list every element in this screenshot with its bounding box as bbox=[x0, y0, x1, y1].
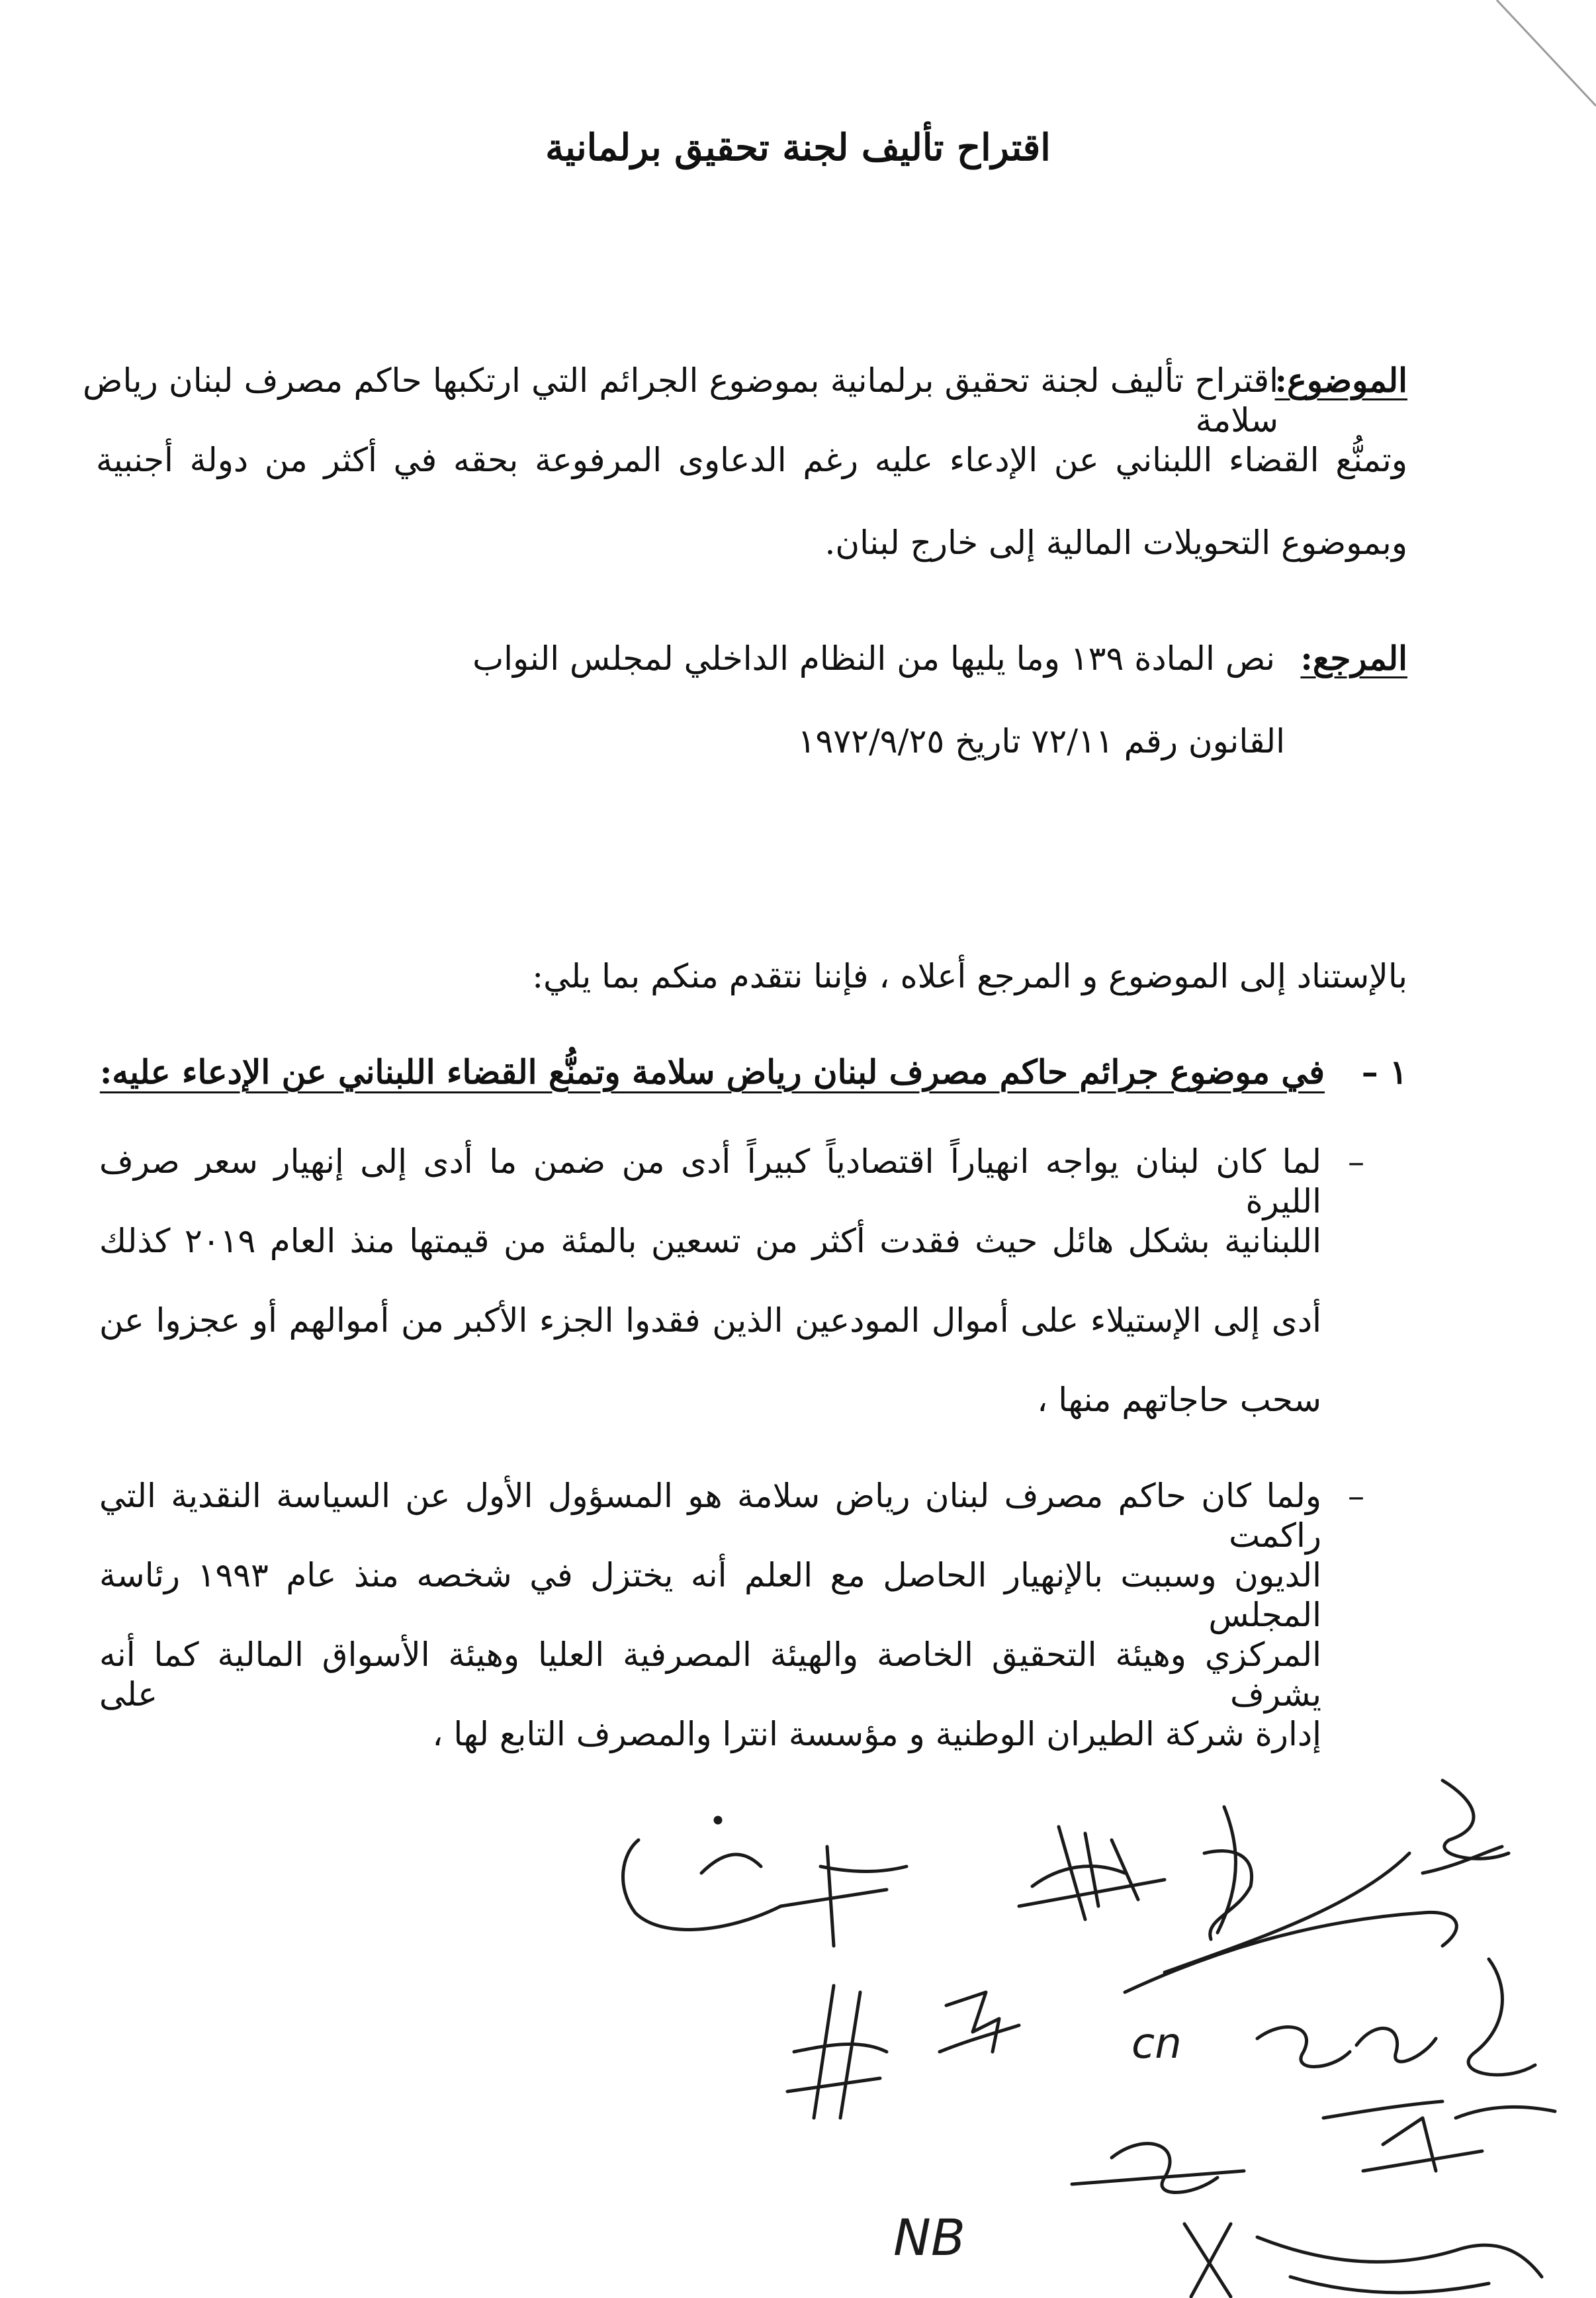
subject-line-3: وبموضوع التحويلات المالية إلى خارج لبنان. bbox=[824, 524, 1407, 562]
bullet2-line-3: المركزي وهيئة التحقيق الخاصة والهيئة المصرفية العليا وهيئة الأسواق المالية كما أنه يشرف على bbox=[99, 1635, 1321, 1714]
signature-9 bbox=[1072, 2144, 1244, 2193]
document-title: اقتراح تأليف لجنة تحقيق برلمانية bbox=[545, 126, 1051, 169]
signature-initials-nb: NB bbox=[893, 2208, 965, 2267]
signature-10 bbox=[1323, 2101, 1482, 2171]
signature-11 bbox=[1184, 2224, 1542, 2297]
page-fold-mark bbox=[1384, 0, 1596, 119]
bullet-marker-2: – bbox=[1348, 1477, 1364, 1515]
signature-2 bbox=[1019, 1827, 1165, 1919]
signature-1 bbox=[623, 1817, 907, 1946]
reference-label: المرجع: bbox=[1300, 639, 1407, 678]
section-number: ١ – bbox=[1361, 1052, 1407, 1091]
signature-3 bbox=[1125, 1807, 1456, 1992]
bullet2-line-1: ولما كان حاكم مصرف لبنان رياض سلامة هو المسؤول الأول عن السياسة النقدية التي راكمت bbox=[99, 1477, 1321, 1555]
intro-paragraph: بالإستناد إلى الموضوع و المرجع أعلاه ، فإننا نتقدم منكم بما يلي: bbox=[532, 957, 1407, 995]
reference-line-2: القانون رقم ٧٢/١١ تاريخ ١٩٧٢/٩/٢٥ bbox=[797, 722, 1285, 760]
signature-7 bbox=[1257, 2027, 1436, 2067]
bullet2-line-4: إدارة شركة الطيران الوطنية و مؤسسة انترا والمصرف التابع لها ، bbox=[432, 1715, 1321, 1753]
subject-line-2: وتمنُّع القضاء اللبناني عن الإدعاء عليه رغم الدعاوى المرفوعة بحقه في أكثر من دولة أجنبية bbox=[96, 441, 1407, 479]
bullet-marker-1: – bbox=[1348, 1142, 1364, 1181]
reference-line-1: نص المادة ١٣٩ وما يليها من النظام الداخلي لمجلس النواب bbox=[472, 639, 1275, 678]
signature-6 bbox=[940, 1992, 1019, 2052]
section-heading: في موضوع جرائم حاكم مصرف لبنان رياض سلامة وتمنُّع القضاء اللبناني عن الإدعاء عليه: bbox=[99, 1052, 1325, 1091]
signature-8 bbox=[1456, 1959, 1555, 2118]
bullet1-line-1: لما كان لبنان يواجه انهياراً اقتصادياً كبيراً أدى من ضمن ما أدى إلى إنهيار سعر صرف الليرة bbox=[99, 1142, 1321, 1220]
signature-4 bbox=[1423, 1780, 1509, 1873]
bullet1-line-3: أدى إلى الإستيلاء على أموال المودعين الذين فقدوا الجزء الأكبر من أموالهم أو عجزوا عن bbox=[99, 1301, 1321, 1340]
bullet1-line-4: سحب حاجاتهم منها ، bbox=[1037, 1381, 1321, 1419]
subject-label: الموضوع: bbox=[1274, 361, 1407, 400]
signature-5 bbox=[787, 1986, 887, 2118]
subject-line-1: اقتراح تأليف لجنة تحقيق برلمانية بموضوع الجرائم التي ارتكبها حاكم مصرف لبنان رياض سلامة bbox=[83, 361, 1278, 439]
signatures-block bbox=[0, 1774, 1596, 2298]
signature-initials-cn: cn bbox=[1131, 2019, 1182, 2068]
bullet2-line-2: الديون وسببت بالإنهيار الحاصل مع العلم أنه يختزل في شخصه منذ عام ١٩٩٣ رئاسة المجلس bbox=[99, 1556, 1321, 1634]
bullet1-line-2: اللبنانية بشكل هائل حيث فقدت أكثر من تسعين بالمئة من قيمتها منذ العام ٢٠١٩ كذلك bbox=[99, 1222, 1321, 1260]
